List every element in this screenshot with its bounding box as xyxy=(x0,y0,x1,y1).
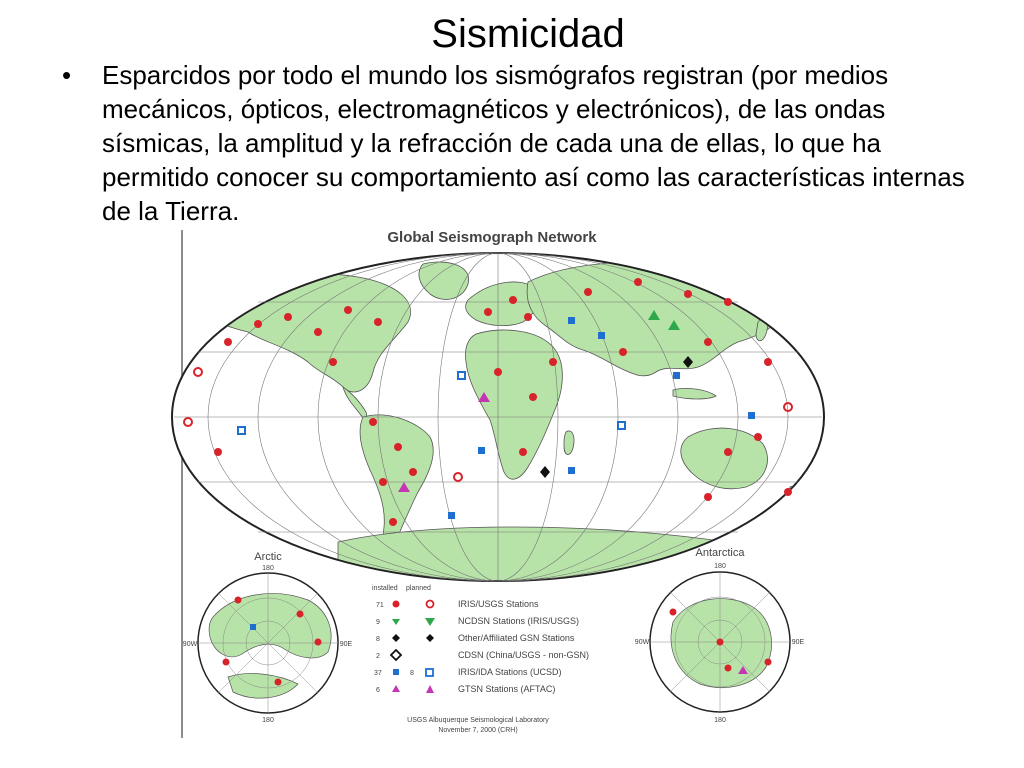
station-marker xyxy=(297,611,304,618)
station-marker xyxy=(389,518,397,526)
antarctica-tick-top: 180 xyxy=(714,563,726,570)
station-marker xyxy=(250,624,256,630)
station-marker xyxy=(494,368,502,376)
station-marker xyxy=(584,288,592,296)
legend-row xyxy=(376,633,575,643)
legend-label: IRIS/IDA Stations (UCSD) xyxy=(458,667,562,677)
station-marker xyxy=(448,512,455,519)
legend-marker xyxy=(393,601,400,608)
station-marker xyxy=(394,443,402,451)
station-marker xyxy=(223,659,230,666)
antarctica-tick-bottom: 180 xyxy=(714,717,726,724)
station-marker xyxy=(725,665,732,672)
station-marker xyxy=(634,278,642,286)
station-marker xyxy=(529,393,537,401)
svg-text:8: 8 xyxy=(410,670,414,677)
station-marker xyxy=(478,447,485,454)
station-marker xyxy=(765,659,772,666)
station-marker xyxy=(748,412,755,419)
legend xyxy=(372,585,589,734)
station-marker xyxy=(670,609,677,616)
station-marker xyxy=(717,639,724,646)
legend-marker xyxy=(425,618,435,626)
station-marker xyxy=(254,320,262,328)
legend-header-planned: planned xyxy=(406,585,431,592)
map-title: Global Seismograph Network xyxy=(387,229,597,246)
legend-marker xyxy=(426,634,434,642)
station-marker xyxy=(704,338,712,346)
station-marker xyxy=(598,332,605,339)
arctic-label: Arctic xyxy=(254,551,282,563)
station-marker xyxy=(549,358,557,366)
legend-label: CDSN (China/USGS - non-GSN) xyxy=(458,650,590,660)
station-marker xyxy=(344,306,352,314)
legend-count: 37 xyxy=(374,670,382,677)
station-marker xyxy=(314,328,322,336)
legend-count: 71 xyxy=(376,602,384,609)
legend-row xyxy=(376,650,589,660)
station-marker xyxy=(619,348,627,356)
legend-label: GTSN Stations (AFTAC) xyxy=(458,684,556,694)
station-marker xyxy=(379,478,387,486)
station-marker xyxy=(568,317,575,324)
antarctica-inset xyxy=(635,547,805,724)
bullet-text: Esparcidos por todo el mundo los sismógrafos registran (por medios mecánicos, ópticos, electromagnéticos y electrónicos), de las ondas sísmicas, la amplitud y la refracción de cada una de ellas, lo que ha permitido conocer su comportamiento así como las características internas de la Tierra. xyxy=(102,60,965,226)
map-credit-line2: November 7, 2000 (CRH) xyxy=(438,727,518,734)
legend-count: 2 xyxy=(376,653,380,660)
legend-row xyxy=(376,599,539,609)
station-marker xyxy=(524,313,532,321)
legend-count: 8 xyxy=(376,636,380,643)
station-marker xyxy=(724,448,732,456)
seismograph-network-figure xyxy=(168,222,830,742)
legend-marker xyxy=(391,650,401,660)
station-marker xyxy=(409,468,417,476)
legend-label: Other/Affiliated GSN Stations xyxy=(458,633,575,643)
bullet-marker: • xyxy=(62,60,72,90)
station-marker xyxy=(235,597,242,604)
slide-title: Sismicidad xyxy=(431,12,625,56)
station-marker xyxy=(214,448,222,456)
legend-header-installed: installed xyxy=(372,585,398,592)
legend-label: NCDSN Stations (IRIS/USGS) xyxy=(458,616,580,626)
legend-marker xyxy=(392,685,400,692)
station-marker xyxy=(224,338,232,346)
station-marker xyxy=(374,318,382,326)
station-marker xyxy=(784,488,792,496)
station-marker xyxy=(329,358,337,366)
legend-count: 9 xyxy=(376,619,380,626)
arctic-tick-right: 90E xyxy=(339,641,353,648)
map-credit-line1: USGS Albuquerque Seismological Laboratory xyxy=(407,717,549,724)
station-marker xyxy=(764,358,772,366)
station-marker xyxy=(704,493,712,501)
legend-row xyxy=(374,667,562,677)
legend-marker xyxy=(393,669,399,675)
station-marker xyxy=(754,433,762,441)
station-marker xyxy=(369,418,377,426)
world-map xyxy=(172,253,824,582)
station-marker xyxy=(724,298,732,306)
antarctica-tick-right: 90E xyxy=(791,639,805,646)
legend-marker xyxy=(392,619,400,625)
station-marker xyxy=(519,448,527,456)
station-marker xyxy=(484,308,492,316)
arctic-tick-bottom: 180 xyxy=(262,717,274,724)
arctic-inset xyxy=(183,551,353,724)
legend-row xyxy=(376,684,555,694)
station-marker xyxy=(315,639,322,646)
station-marker xyxy=(275,679,282,686)
legend-label: IRIS/USGS Stations xyxy=(458,599,539,609)
legend-marker xyxy=(426,685,434,693)
legend-row xyxy=(376,616,579,626)
arctic-tick-top: 180 xyxy=(262,565,274,572)
antarctica-tick-left: 90W xyxy=(634,639,650,646)
legend-count: 6 xyxy=(376,687,380,694)
station-marker xyxy=(684,290,692,298)
legend-marker xyxy=(427,601,434,608)
station-marker xyxy=(673,372,680,379)
legend-marker xyxy=(426,669,433,676)
station-marker xyxy=(284,313,292,321)
seismograph-map-svg xyxy=(168,222,830,742)
station-marker xyxy=(568,467,575,474)
arctic-tick-left: 90W xyxy=(182,641,198,648)
antarctica-label: Antarctica xyxy=(695,547,745,559)
legend-marker xyxy=(392,634,400,642)
station-marker xyxy=(509,296,517,304)
